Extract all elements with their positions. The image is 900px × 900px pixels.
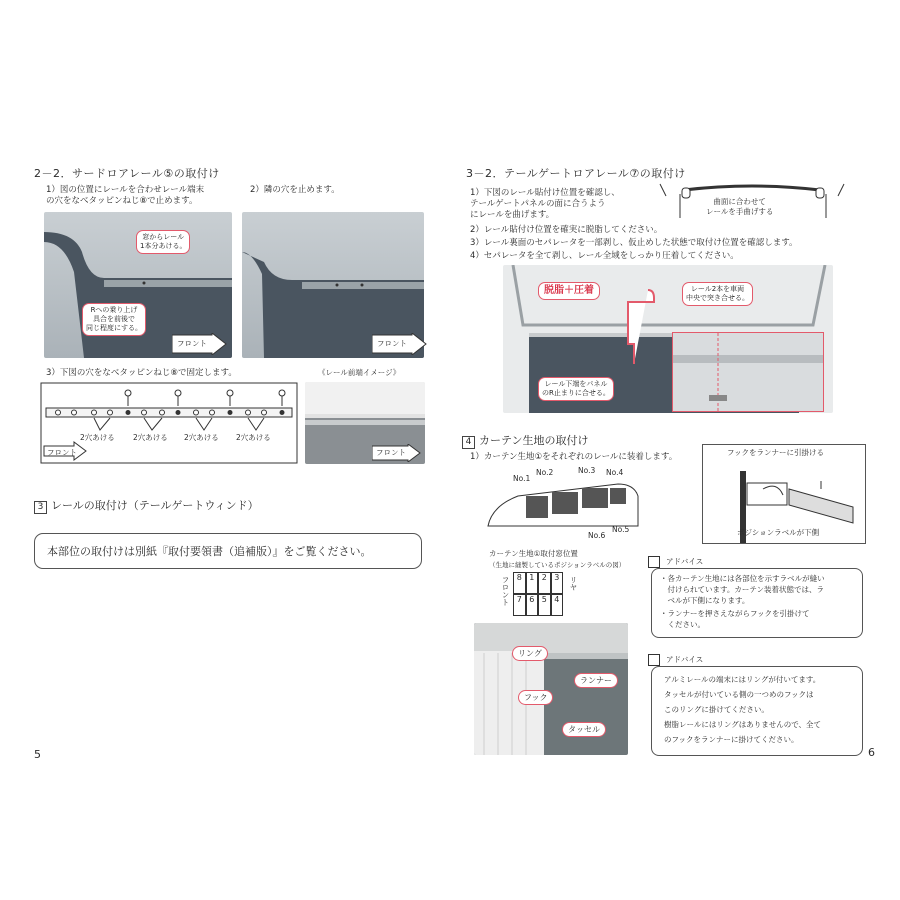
advice-2-line: このリングに掛けてください。 bbox=[664, 705, 769, 714]
bend-rail-illustration bbox=[656, 180, 848, 222]
bend-note: 曲面に合わせて レールを手曲げする bbox=[706, 197, 774, 216]
section-3-heading bbox=[34, 497, 259, 514]
advice-box-2 bbox=[651, 666, 863, 756]
callout-center-join: レール2本を車両 中央で突き合せる。 bbox=[682, 282, 753, 306]
front-label: フロント bbox=[47, 448, 77, 457]
front-label: フロント bbox=[177, 339, 207, 348]
curtain-no: No.3 bbox=[578, 466, 596, 475]
section-heading-3-2: 3－2．テールゲートロアレール⑦の取付け bbox=[466, 167, 686, 180]
grid-cell: 6 bbox=[526, 594, 539, 616]
advice-title-text: アドバイス bbox=[666, 655, 704, 664]
section-4-number: 4 bbox=[462, 436, 475, 449]
callout-rail-end: レール下端をパネル のR止まりに合せる。 bbox=[538, 377, 614, 401]
advice-1-line: 付けられています。カーテン装着状態では、ラ bbox=[660, 585, 825, 594]
right-step-2: 2）レール貼付け位置を確実に脱脂してください。 bbox=[470, 225, 663, 235]
advice-2-line: 樹脂レールにはリングはありませんので、全て bbox=[664, 720, 822, 729]
grid-cell: 2 bbox=[538, 572, 551, 594]
grid-cell: 7 bbox=[513, 594, 526, 616]
rail-front-caption: 《レール前端イメージ》 bbox=[318, 368, 401, 377]
photo-curtain-rail bbox=[474, 623, 628, 755]
page-number-right: 6 bbox=[868, 746, 875, 759]
advice-2-line: のフックをランナーに掛けてください。 bbox=[664, 735, 799, 744]
front-label: フロント bbox=[377, 339, 407, 348]
gap-label: 2穴あける bbox=[80, 433, 115, 442]
step-1-text: 1）図の位置にレールを合わせレール端末 の穴をなべタッピンねじ⑧で止めます。 bbox=[46, 185, 205, 206]
section-3-notice-text: 本部位の取付けは別紙『取付要領書（追補版）』をご覧ください。 bbox=[47, 545, 372, 558]
gap-label: 2穴あける bbox=[133, 433, 168, 442]
right-step-3: 3）レール裏面のセパレータを一部剥し、仮止めした状態で取付け位置を確認します。 bbox=[470, 238, 798, 248]
advice-1-line: ・各カーテン生地には各部位を示すラベルが縫い bbox=[660, 574, 825, 583]
curtain-no: No.6 bbox=[588, 531, 606, 540]
advice-box-1 bbox=[651, 568, 863, 638]
hook-caption: フックをランナーに引掛ける bbox=[727, 448, 824, 457]
photo-label-ring: リング bbox=[512, 646, 548, 661]
grid-cell: 3 bbox=[551, 572, 564, 594]
callout-r-fit: Rへの乗り上げ 具合を前後で 同じ程度にする。 bbox=[82, 303, 146, 336]
curtain-no: No.2 bbox=[536, 468, 554, 477]
advice-hand-icon bbox=[648, 654, 660, 666]
right-step-1: 1）下図のレール貼付け位置を確認し、 テールゲートパネルの面に合うよう にレールを曲げます。 bbox=[470, 188, 620, 220]
photo-label-runner: ランナー bbox=[574, 673, 618, 688]
callout-degrease: 脱脂＋圧着 bbox=[538, 282, 600, 300]
rail-end-bracket bbox=[616, 288, 656, 372]
section-3-notice-box bbox=[34, 533, 422, 569]
right-step-4: 4）セパレータを全て剥し、レール全域をしっかり圧着してください。 bbox=[470, 251, 739, 261]
front-arrow-1 bbox=[172, 333, 228, 359]
gap-label: 2穴あける bbox=[184, 433, 219, 442]
step-2-text: 2）隣の穴を止めます。 bbox=[250, 185, 340, 195]
grid-cell: 4 bbox=[551, 594, 564, 616]
curtain-step-1: 1）カーテン生地①をそれぞれのレールに装着します。 bbox=[470, 452, 678, 462]
advice-1-line: ・ランナーを押さえながらフックを引掛けて bbox=[660, 609, 810, 618]
position-caption-2: （生地に縫製しているポジションラベルの図） bbox=[489, 561, 626, 569]
step-3-text: 3）下図の穴をなべタッピンねじ⑧で固定します。 bbox=[46, 368, 237, 378]
advice-2-line: アルミレールの端末にはリングが付いてます。 bbox=[664, 675, 821, 684]
rail-hole-diagram bbox=[40, 382, 298, 464]
grid-cell: 1 bbox=[526, 572, 539, 594]
curtain-no: No.5 bbox=[612, 525, 630, 534]
section-4-title: カーテン生地の取付け bbox=[479, 434, 589, 447]
front-label: フロント bbox=[376, 448, 406, 457]
advice-2-line: タッセルが付いている側の一つめのフックは bbox=[664, 690, 814, 699]
front-arrow-4 bbox=[372, 444, 422, 466]
front-arrow-2 bbox=[372, 333, 428, 359]
advice-1-line: ください。 bbox=[660, 620, 705, 629]
section-3-title: レールの取付け（テールゲートウィンド） bbox=[51, 499, 259, 512]
grid-front-label: フロント bbox=[501, 576, 510, 606]
advice-1-line: ベルが下側になります。 bbox=[660, 596, 750, 605]
advice-title-2 bbox=[648, 654, 703, 666]
gap-label: 2穴あける bbox=[236, 433, 271, 442]
section-heading-2-2: 2－2．サードロアレール⑤の取付け bbox=[34, 167, 220, 180]
advice-title-text: アドバイス bbox=[666, 557, 704, 566]
section-3-number: 3 bbox=[34, 501, 47, 514]
section-4-heading bbox=[462, 432, 588, 449]
advice-hand-icon bbox=[648, 556, 660, 568]
photo-label-tassel: タッセル bbox=[562, 722, 606, 737]
position-label-note: ポジションラベルが下側 bbox=[737, 528, 820, 537]
grid-rear-label: リヤ bbox=[569, 576, 578, 591]
callout-window-gap: 窓からレール 1本分あける。 bbox=[136, 230, 190, 254]
curtain-no: No.4 bbox=[606, 468, 624, 477]
position-caption-1: カーテン生地①取付窓位置 bbox=[489, 549, 578, 558]
position-label-grid bbox=[513, 572, 563, 616]
grid-cell: 5 bbox=[538, 594, 551, 616]
grid-cell: 8 bbox=[513, 572, 526, 594]
page-number-left: 5 bbox=[34, 748, 41, 761]
photo-label-hook: フック bbox=[518, 690, 553, 705]
curtain-no: No.1 bbox=[513, 474, 531, 483]
hook-illustration-box bbox=[702, 444, 866, 544]
zoom-inset-center bbox=[672, 332, 824, 412]
advice-title-1 bbox=[648, 556, 703, 568]
